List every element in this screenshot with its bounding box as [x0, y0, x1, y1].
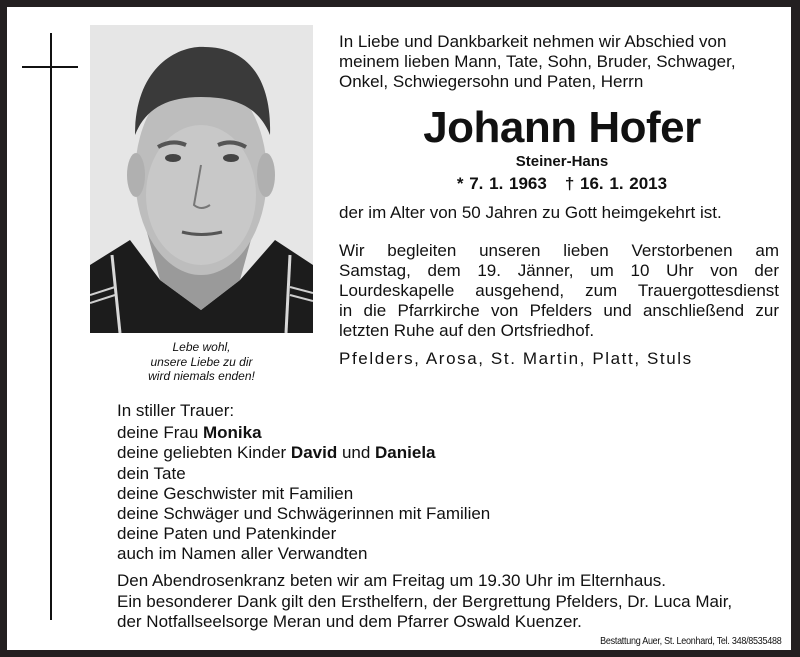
mourner-line: deine Paten und Patenkinder [117, 524, 337, 544]
cross-icon-vertical [50, 33, 52, 620]
intro-line: In Liebe und Dankbarkeit nehmen wir Abschied von [339, 32, 727, 51]
obituary-notice [7, 7, 791, 650]
mourner-line: deine Schwäger und Schwägerinnen mit Familien [117, 504, 491, 524]
thanks-line: Ein besonderer Dank gilt den Ersthelfern, der Bergrettung Pfelders, Dr. Luca Mair, [117, 591, 733, 611]
mourners-list [117, 401, 787, 565]
child-name: Daniela [375, 443, 436, 463]
mourner-line: auch im Namen aller Verwandten [117, 544, 368, 564]
funeral-line: letzten Ruhe auf den Ortsfriedhof. [339, 321, 595, 340]
caption-line: Lebe wohl, [172, 340, 231, 354]
rosary-note: Den Abendrosenkranz beten wir am Freitag um 19.30 Uhr im Elternhaus. [117, 571, 666, 590]
intro-line: Onkel, Schwiegersohn und Paten, Herrn [339, 72, 644, 91]
funeral-line: Samstag, dem 19. Jänner, um 10 Uhr von der [339, 261, 779, 280]
funeral-line: Wir begleiten unseren lieben Verstorbenen am [339, 241, 779, 260]
life-dates [339, 173, 785, 195]
intro-text [339, 32, 785, 92]
places-list: Pfelders, Arosa, St. Martin, Platt, Stuls [339, 349, 693, 368]
thanks-line: der Notfallseelsorge Meran und dem Pfarrer Oswald Kuenzer. [117, 612, 582, 631]
funeral-line: Lourdeskapelle ausgehend, zum Trauergottesdienst [339, 281, 779, 300]
funeral-details [339, 241, 779, 341]
caption-line: unsere Liebe zu dir [150, 354, 253, 369]
closing-notes [117, 571, 797, 633]
mourner-children: deine geliebten Kinder David und Daniela [117, 443, 436, 463]
child-name: David [290, 443, 338, 463]
birth-date: * 7. 1. 1963 [456, 174, 547, 193]
mourner-wife: deine Frau Monika [117, 423, 262, 443]
age-text: der im Alter von 50 Jahren zu Gott heimgekehrt ist. [339, 203, 722, 222]
funeral-home-credit: Bestattung Auer, St. Leonhard, Tel. 348/8535488 [599, 636, 781, 647]
mourners-heading: In stiller Trauer: [117, 401, 235, 420]
wife-name: Monika [203, 423, 262, 443]
funeral-line: in die Pfarrkirche von Pfelders und anschließend zur [339, 301, 779, 320]
mourner-line: dein Tate [117, 463, 186, 483]
death-date: † 16. 1. 2013 [564, 174, 668, 193]
deceased-name: Johann Hofer [423, 103, 701, 152]
deceased-alias: Steiner-Hans [515, 153, 609, 170]
photo-caption [90, 340, 313, 384]
caption-line: wird niemals enden! [148, 369, 255, 383]
intro-line: meinem lieben Mann, Tate, Sohn, Bruder, Schwager, [339, 52, 736, 71]
portrait-photo [90, 25, 313, 333]
cross-icon-horizontal [22, 66, 78, 68]
mourner-line: deine Geschwister mit Familien [117, 483, 354, 503]
